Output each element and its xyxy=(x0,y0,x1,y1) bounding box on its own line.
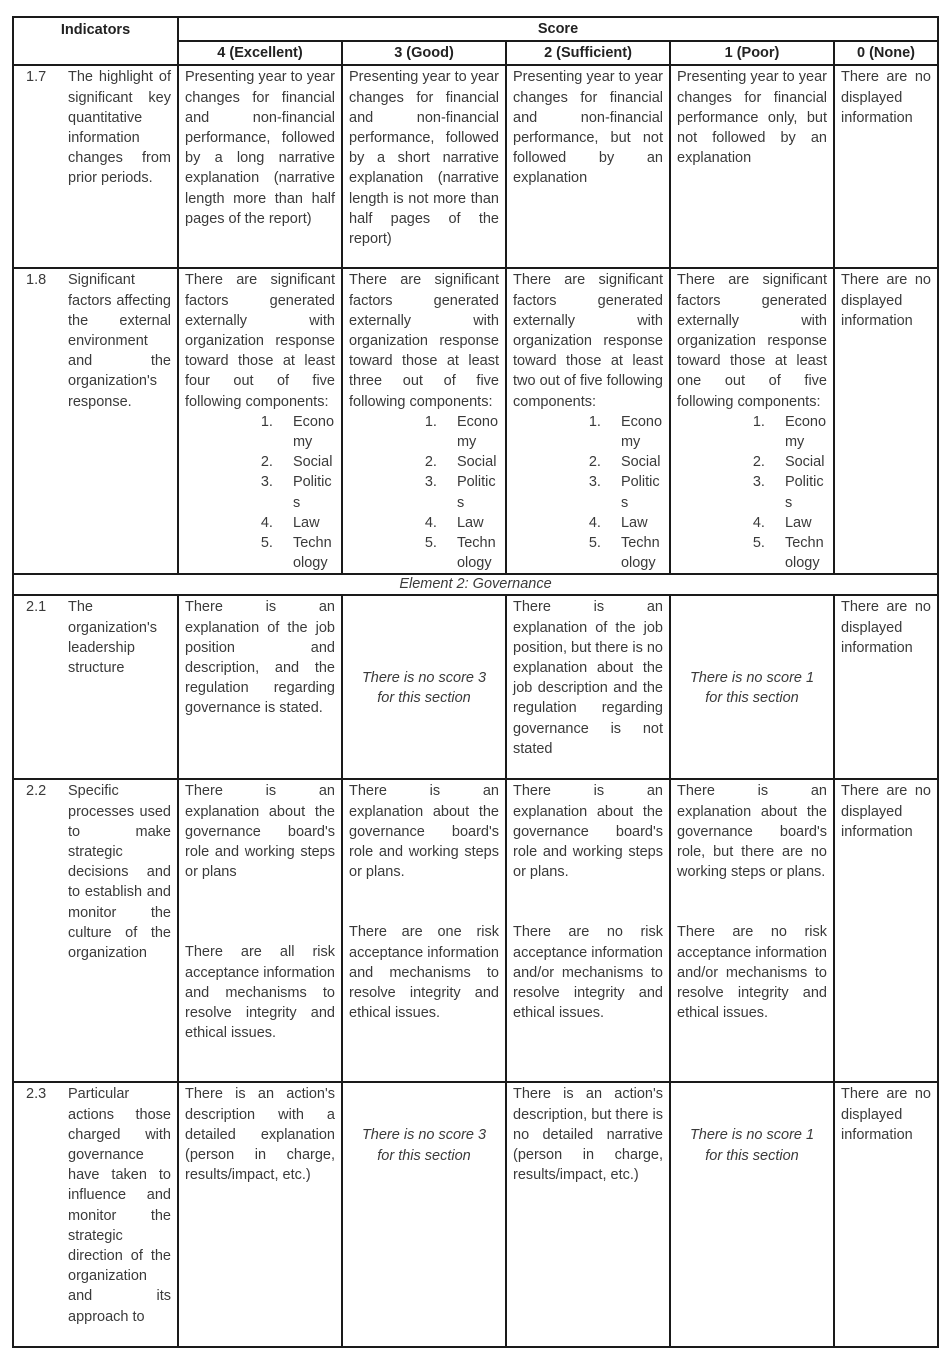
score-4-cell xyxy=(178,268,342,574)
components-list xyxy=(349,412,499,574)
indicator-number: 2.2 xyxy=(26,783,47,800)
indicator-number: 1.8 xyxy=(26,272,47,289)
indicator-cell xyxy=(13,65,178,268)
score-1-cell xyxy=(670,268,834,574)
list-item: 3. Politics xyxy=(260,474,332,511)
score-paragraph: There are no risk acceptance information and/or mechanisms to resolve integrity and ethical issues. xyxy=(677,924,827,1022)
indicator-text: The highlight of significant key quantitative information changes from prior periods. xyxy=(68,69,171,187)
list-item: 5. Technology xyxy=(424,535,496,572)
score-paragraph: There are all risk acceptance information and mechanisms to resolve integrity and ethical issues. xyxy=(185,944,335,1042)
indicator-cell xyxy=(13,779,178,1082)
score-0-cell: There are no displayed information xyxy=(834,779,938,1082)
score-1-cell: Presenting year to year changes for financial performance only, but not followed by an explanation xyxy=(670,65,834,268)
score-1-cell xyxy=(670,1082,834,1347)
list-item: 3. Politics xyxy=(588,474,660,511)
list-item: 4. Law xyxy=(752,514,812,531)
score-1-cell xyxy=(670,779,834,1082)
indicator-text: Significant factors affecting the external environment and the organization's response. xyxy=(68,272,171,410)
score-header: Score xyxy=(178,17,938,41)
indicator-number: 2.3 xyxy=(26,1086,47,1103)
score-level-1-header: 1 (Poor) xyxy=(670,41,834,65)
list-item: 3. Politics xyxy=(424,474,496,511)
table-row-2-1 xyxy=(13,595,938,779)
score-level-4-header: 4 (Excellent) xyxy=(178,41,342,65)
table-row-2-2 xyxy=(13,779,938,1082)
score-2-cell: There is an action's description, but there is no detailed narrative (person in charge, results/impact, etc.) xyxy=(506,1082,670,1347)
list-item: 2. Social xyxy=(752,454,825,471)
no-score-note: There is no score 3 xyxy=(361,1127,487,1144)
no-score-note: There is no score 1 xyxy=(689,1127,815,1144)
element-2-heading: Element 2: Governance xyxy=(13,574,938,595)
indicator-text: Specific processes used to make strategic decisions and to establish and monitor the culture of the organization xyxy=(68,783,171,962)
indicator-cell xyxy=(13,595,178,779)
indicator-text: The organization's leadership structure xyxy=(68,599,158,677)
scoring-rubric-table xyxy=(12,16,939,1348)
score-4-cell: There is an action's description with a detailed explanation (person in charge, results/impact, etc.) xyxy=(178,1082,342,1347)
score-paragraph: There is an explanation about the governance board's role and working steps or plans. xyxy=(513,783,663,881)
indicators-header: Indicators xyxy=(13,17,178,65)
components-list xyxy=(513,412,663,574)
score-3-cell xyxy=(342,1082,506,1347)
no-score-note: for this section xyxy=(705,689,799,706)
score-paragraph: There are one risk acceptance information and mechanisms to resolve integrity and ethical issues. xyxy=(349,924,499,1022)
no-score-note: for this section xyxy=(377,689,471,706)
score-description: There are significant factors generated externally with organization response toward those at least three out of five following components: xyxy=(349,272,499,410)
indicator-cell xyxy=(13,268,178,574)
list-item: 2. Social xyxy=(424,454,497,471)
list-item: 5. Technology xyxy=(260,535,332,572)
score-3-cell: Presenting year to year changes for financial and non-financial performance, followed by a short narrative explanation (narrative length is not more than half pages of the report) xyxy=(342,65,506,268)
indicator-number: 1.7 xyxy=(26,69,47,86)
list-item: 2. Social xyxy=(260,454,333,471)
score-paragraph: There are no risk acceptance information and/or mechanisms to resolve integrity and ethical issues. xyxy=(513,924,663,1022)
components-list xyxy=(185,412,335,574)
score-level-0-header: 0 (None) xyxy=(834,41,938,65)
score-description: There are significant factors generated externally with organization response toward those at least four out of five following components: xyxy=(185,272,335,410)
components-list xyxy=(677,412,827,574)
indicator-cell xyxy=(13,1082,178,1347)
score-2-cell: There is an explanation of the job position, but there is no explanation about the job description and the regulation regarding governance is not stated xyxy=(506,595,670,779)
table-row-2-3 xyxy=(13,1082,938,1347)
score-paragraph: There is an explanation about the governance board's role and working steps or plans. xyxy=(349,783,499,881)
score-3-cell xyxy=(342,779,506,1082)
no-score-note: for this section xyxy=(377,1147,471,1164)
indicator-number: 2.1 xyxy=(26,599,47,616)
score-paragraph: There is an explanation about the governance board's role and working steps or plans xyxy=(185,783,335,881)
table-row-1-8 xyxy=(13,268,938,574)
list-item: 4. Law xyxy=(424,514,484,531)
indicator-text: Particular actions those charged with governance have taken to influence and monitor the strategic direction of the organization and its approach to xyxy=(68,1086,171,1325)
score-description: There are significant factors generated externally with organization response toward those at least one out of five following components: xyxy=(677,272,827,410)
score-4-cell xyxy=(178,779,342,1082)
no-score-note: for this section xyxy=(705,1147,799,1164)
score-2-cell xyxy=(506,779,670,1082)
table-row-1-7 xyxy=(13,65,938,268)
header-row-top xyxy=(13,17,938,41)
list-item: 1. Economy xyxy=(424,413,499,451)
score-4-cell: There is an explanation of the job position and description, and the regulation regarding governance is stated. xyxy=(178,595,342,779)
score-description: There are significant factors generated externally with organization response toward those at least two out of five following components: xyxy=(513,272,663,410)
score-0-cell: There are no displayed information xyxy=(834,595,938,779)
score-level-2-header: 2 (Sufficient) xyxy=(506,41,670,65)
score-0-cell: There are no displayed information xyxy=(834,65,938,268)
section-divider-row xyxy=(13,574,938,595)
list-item: 4. Law xyxy=(588,514,648,531)
score-2-cell: Presenting year to year changes for financial and non-financial performance, but not followed by an explanation xyxy=(506,65,670,268)
list-item: 1. Economy xyxy=(260,413,335,451)
score-level-3-header: 3 (Good) xyxy=(342,41,506,65)
score-0-cell: There are no displayed information xyxy=(834,268,938,574)
list-item: 5. Technology xyxy=(752,535,824,572)
score-0-cell: There are no displayed information xyxy=(834,1082,938,1347)
no-score-note: There is no score 3 xyxy=(361,669,487,686)
list-item: 1. Economy xyxy=(588,413,663,451)
list-item: 5. Technology xyxy=(588,535,660,572)
score-3-cell xyxy=(342,268,506,574)
score-1-cell xyxy=(670,595,834,779)
score-3-cell xyxy=(342,595,506,779)
score-4-cell: Presenting year to year changes for financial and non-financial performance, followed by a long narrative explanation (narrative length more than half pages of the report) xyxy=(178,65,342,268)
score-2-cell xyxy=(506,268,670,574)
score-paragraph: There is an explanation about the governance board's role, but there are no working steps or plans. xyxy=(677,783,827,881)
list-item: 4. Law xyxy=(260,514,320,531)
list-item: 2. Social xyxy=(588,454,661,471)
no-score-note: There is no score 1 xyxy=(689,669,815,686)
list-item: 1. Economy xyxy=(752,413,827,451)
list-item: 3. Politics xyxy=(752,474,824,511)
